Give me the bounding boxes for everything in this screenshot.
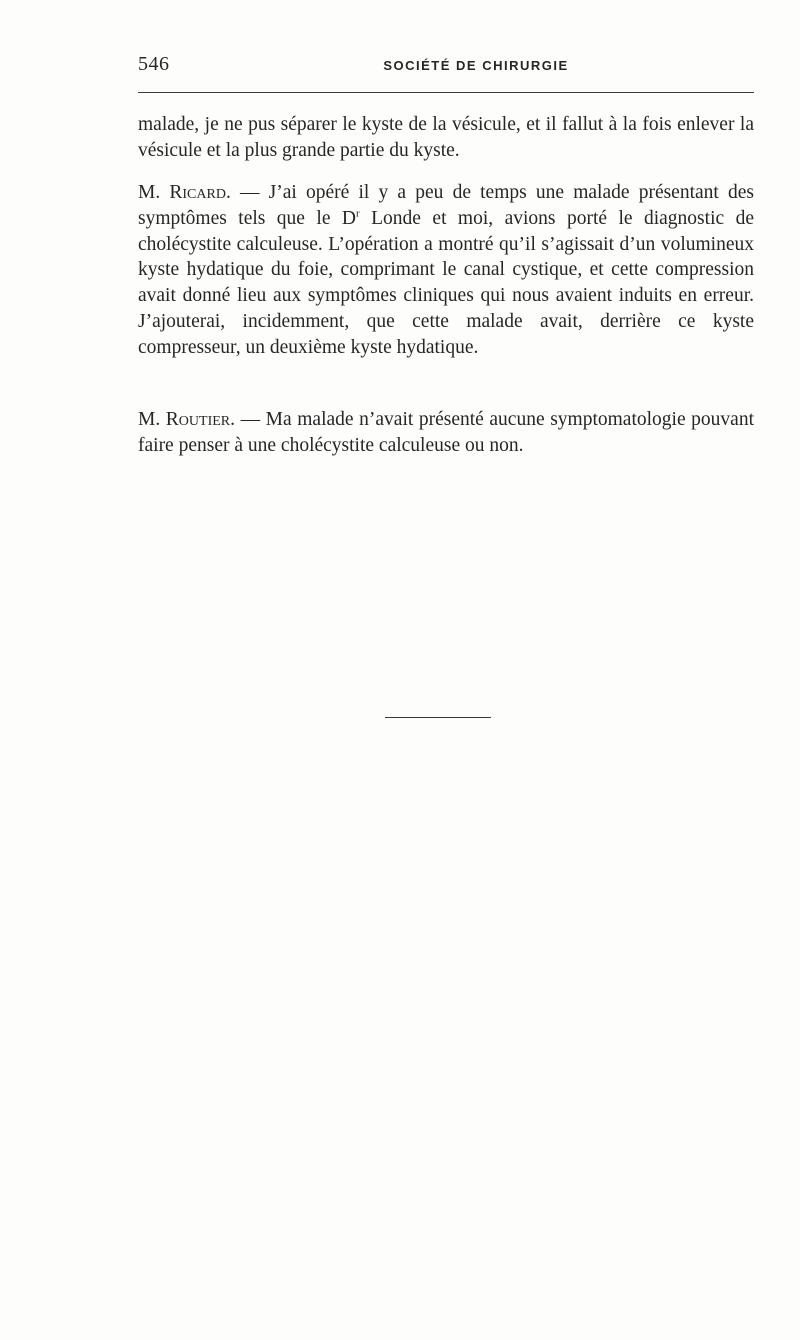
header-rule [138, 92, 754, 93]
paragraph-ricard [138, 180, 754, 361]
paragraph-text: — Ma malade n’avait présenté aucune symptomatologie pouvant faire penser à une cholécystite calculeuse ou non. [138, 409, 755, 456]
page-header [138, 53, 754, 79]
section-end-rule [385, 717, 491, 718]
page-number: 546 [138, 53, 170, 75]
speaker-name: M. Ricard. [138, 182, 231, 203]
paragraph-routier [138, 407, 754, 459]
paragraph-continuation [138, 112, 754, 164]
paragraph-text-part-b: Londe et moi, avions porté le diagnostic de cholécystite calculeuse. L’opération a montré qu’il s’agissait d’un volumineux kyste hydatique du foie, comprimant le canal cystique, et cette compression avait donné lieu aux symptômes cliniques qui nous avaient induits en erreur. J’ajouterai, incidemment, que cette malade avait, derrière ce kyste compresseur, un deuxième kyste hydatique. [138, 207, 754, 358]
paragraph-text-part-a: — J’ai opéré il y a peu de temps une malade présentant des symptômes tels que le D [138, 182, 754, 229]
superscript-r: r [356, 207, 360, 220]
paragraph-body [138, 180, 754, 361]
running-title: SOCIÉTÉ DE CHIRURGIE [383, 58, 569, 73]
paragraph-body [138, 407, 754, 459]
paragraph-text: malade, je ne pus séparer le kyste de la vésicule, et il fallut à la fois enlever la vésicule et la plus grande partie du kyste. [138, 114, 754, 161]
speaker-name: M. Routier. [138, 409, 236, 430]
